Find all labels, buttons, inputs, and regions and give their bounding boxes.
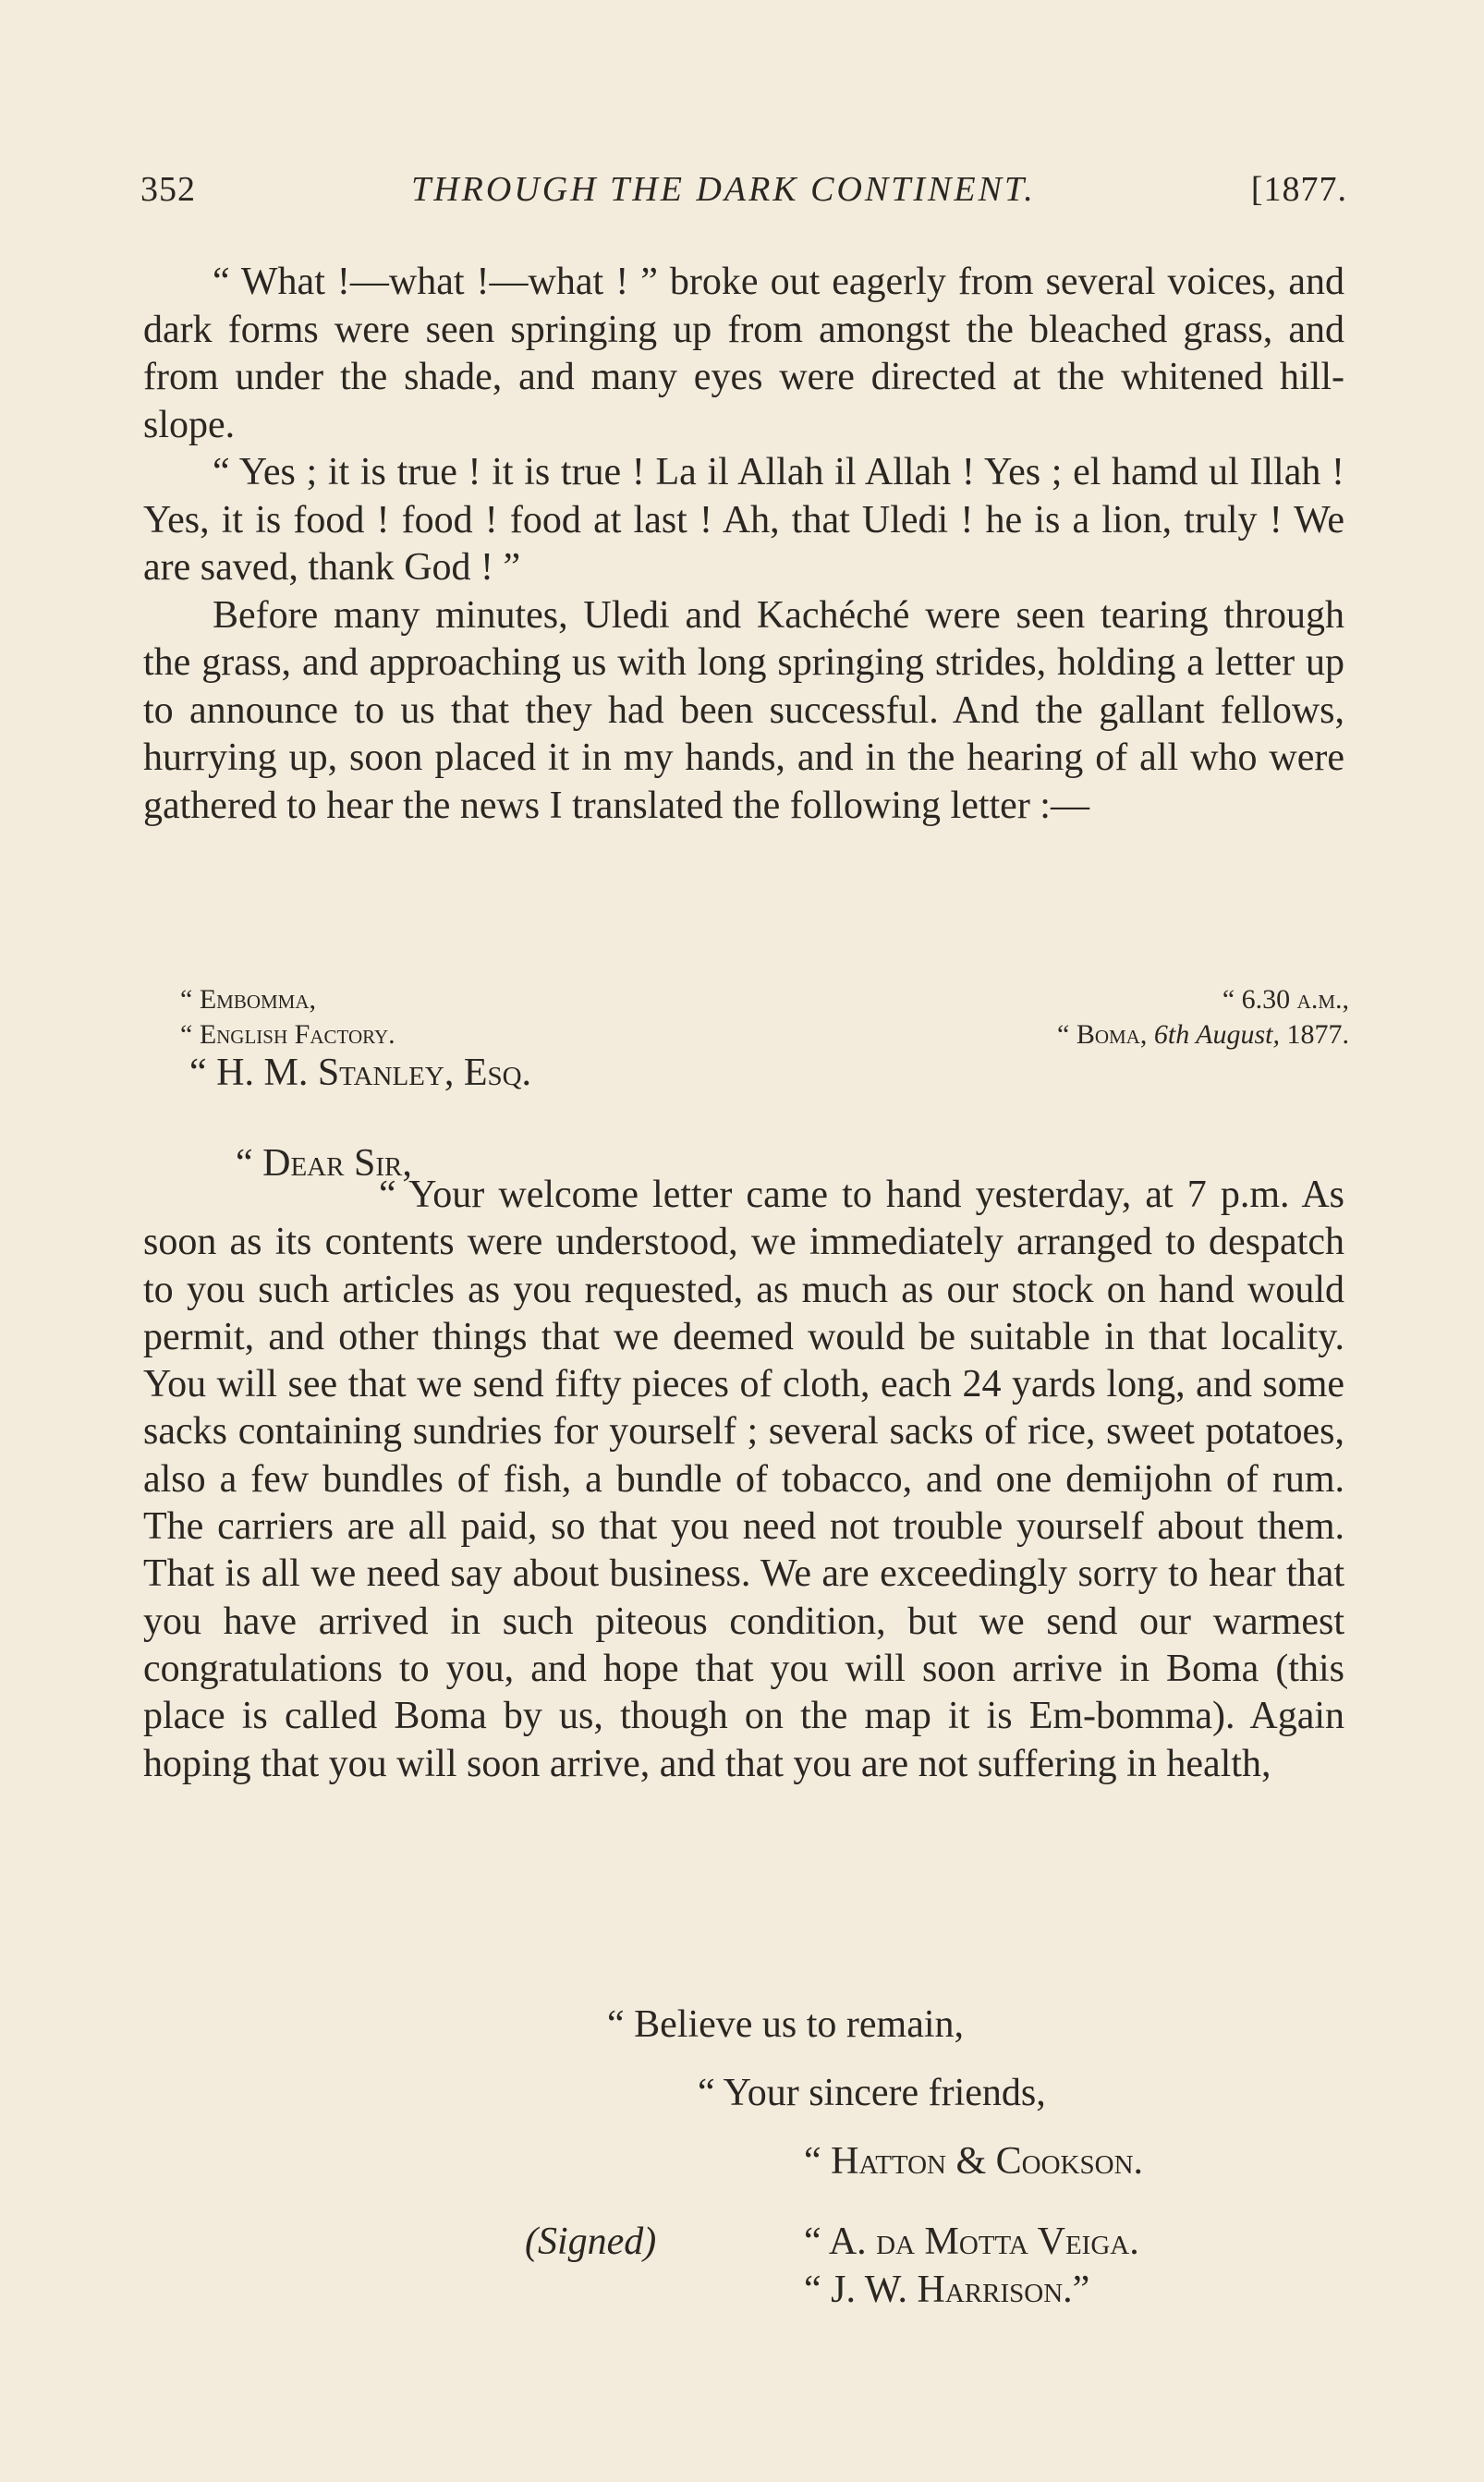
letter-time: “ 6.30 a.m., <box>1222 984 1349 1015</box>
letter-addressee: “ H. M. Stanley, Esq. <box>189 1052 532 1094</box>
signatory-1: “ A. da Motta Veiga. <box>804 2220 1139 2263</box>
letter-closing-2: “ Your sincere friends, <box>698 2072 1046 2114</box>
letter-date-prefix: “ Boma, <box>1057 1019 1154 1050</box>
letter-closing-1: “ Believe us to remain, <box>607 2003 965 2046</box>
letter-date <box>1057 1017 1349 1052</box>
letter-date-day: 6th August, <box>1153 1019 1280 1050</box>
running-head <box>140 169 1347 210</box>
letter-salutation: “ Dear Sir, <box>236 1142 412 1185</box>
letter-firm-name: “ Hatton & Cookson. <box>804 2140 1144 2183</box>
narrative-text <box>143 259 1344 830</box>
letter-heading-row-2 <box>180 1017 1349 1052</box>
page-number: 352 <box>140 170 196 209</box>
paragraph-before: Before many minutes, Uledi and Kachéché were seen tearing through the grass, and approaching us with long springing strides, holding a letter up to announce to us that they had been successful. And the gallant fellows, hurrying up, soon placed it in my hands, and in the hearing of all who were gathered to hear the news I translated the following letter :— <box>143 593 1344 827</box>
letter-body-paragraph: “ Your welcome letter came to hand yesterday, at 7 p.m. As soon as its contents were understood, we immediately arranged to despatch to you such articles as you requested, as much as our stock on hand would permit, and other things that we deemed would be suitable in that locality. You will see that we send fifty pieces of cloth, each 24 yards long, and some sacks containing sundries for yourself ; several sacks of rice, sweet potatoes, also a few bundles of fish, a bundle of tobacco, and one demijohn of rum. The carriers are all paid, so that you need not trouble yourself about them. That is all we need say about business. We are exceedingly sorry to hear that you have arrived in such piteous condition, but we send our warmest congratulations to you, and hope that you will soon arrive in Boma (this place is called Boma by us, though on the map it is Em-bomma). Again hoping that you will soon arrive, and that you are not suffering in health, <box>143 1174 1344 1785</box>
letter-body <box>143 1172 1344 1788</box>
paragraph-yes: “ Yes ; it is true ! it is true ! La il Allah il Allah ! Yes ; el hamd ul Illah ! Yes, it is food ! food ! food at last ! Ah, that Uledi ! he is a lion, truly ! We are saved, thank God ! ” <box>143 451 1344 589</box>
paragraph-what: “ What !—what !—what ! ” broke out eagerly from several voices, and dark forms were seen springing up from amongst the bleached grass, and from under the shade, and many eyes were directed at the whitened hill-slope. <box>143 261 1344 446</box>
signatory-2: “ J. W. Harrison.” <box>804 2269 1090 2311</box>
letter-date-year: 1877. <box>1280 1019 1349 1050</box>
signed-label: (Signed) <box>525 2220 657 2263</box>
letter-heading-row-1 <box>180 982 1349 1017</box>
letter-heading <box>180 982 1349 1052</box>
running-year: [1877. <box>1250 170 1347 209</box>
running-title: THROUGH THE DARK CONTINENT. <box>411 170 1036 209</box>
letter-place-2: “ English Factory. <box>180 1019 395 1050</box>
letter-place-1: “ Embomma, <box>180 984 316 1015</box>
